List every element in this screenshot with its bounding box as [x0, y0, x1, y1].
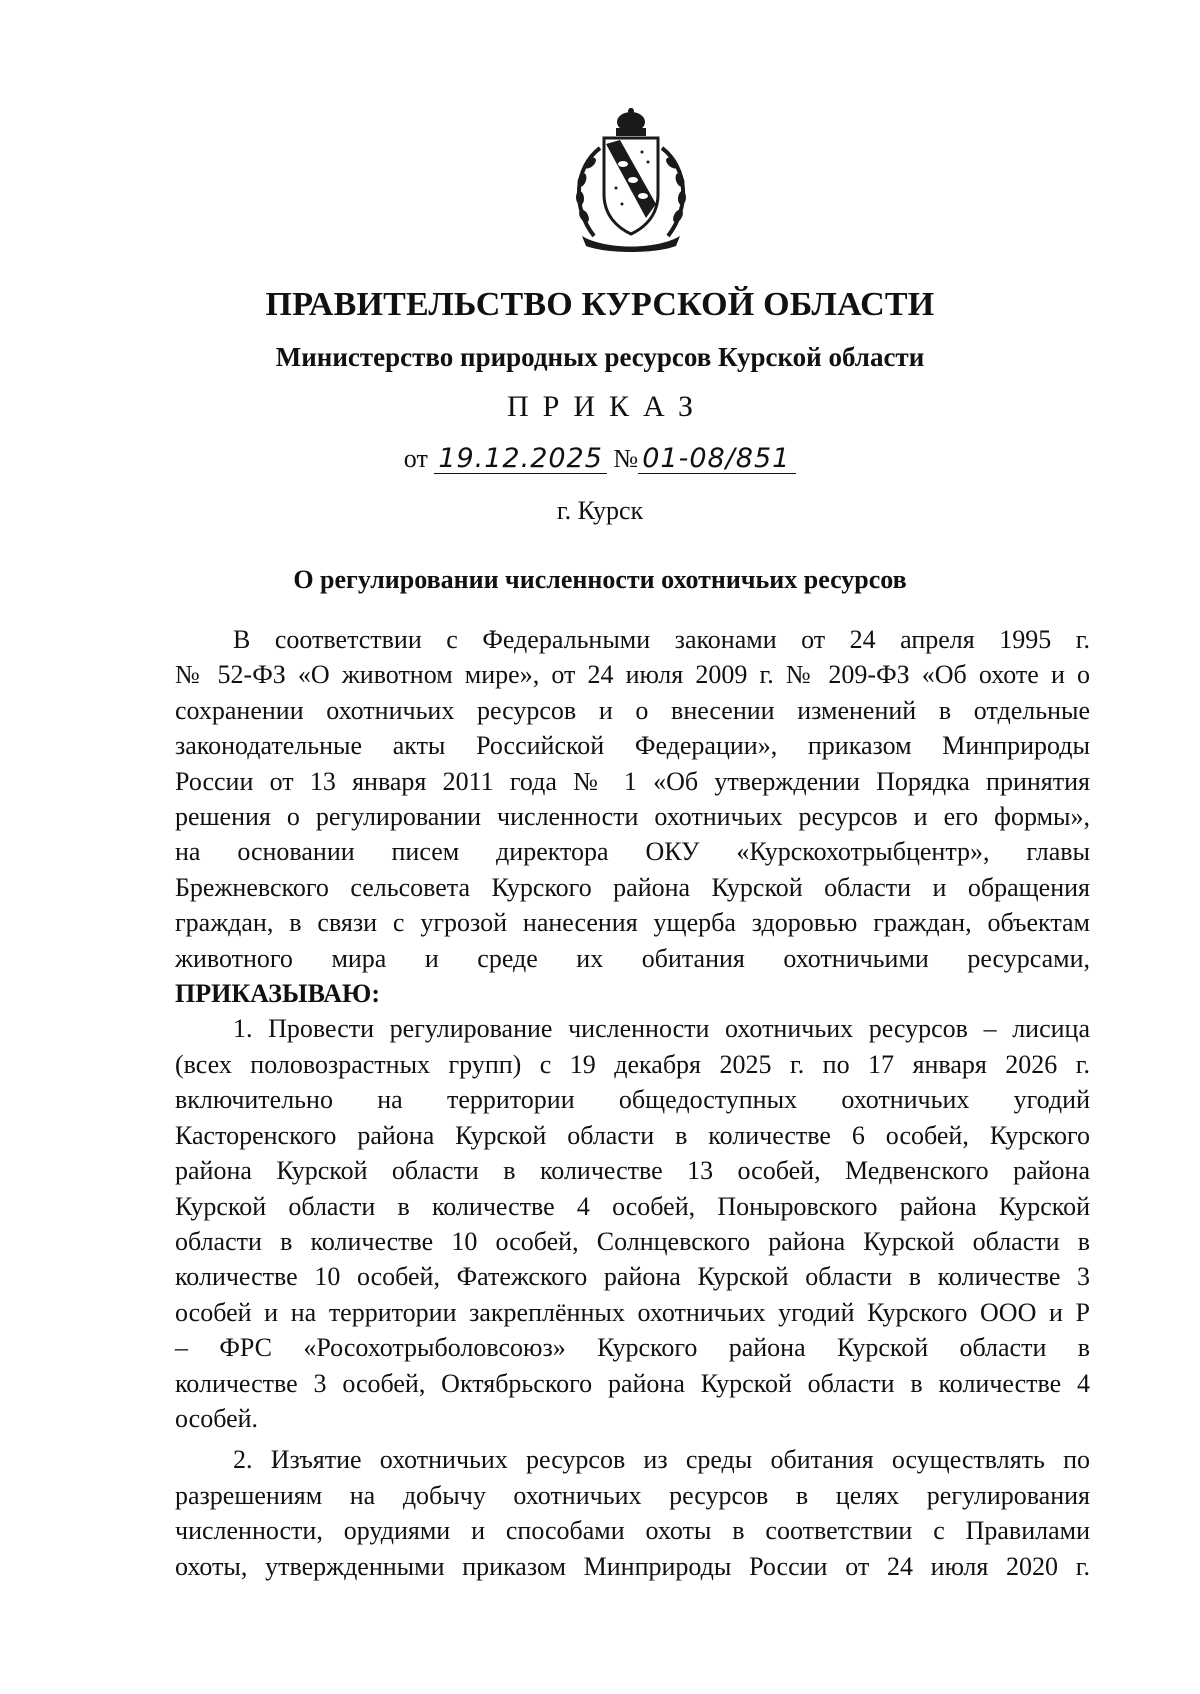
ministry-name: Министерство природных ресурсов Курской области — [275, 342, 925, 372]
item-line: включительно на территории общедоступных охотничьих угодий — [175, 1085, 1090, 1115]
date-number-line — [0, 444, 1200, 474]
item-line: Курской области в количестве 4 особей, Поныровского района Курской — [175, 1191, 1090, 1221]
item-line: охоты, утвержденными приказом Минприроды России от 24 июля 2020 г. — [175, 1551, 1090, 1581]
preamble-line: законодательные акты Российской Федерации», приказом Минприроды — [175, 731, 1090, 761]
preamble-paragraph — [175, 622, 1090, 1011]
document-type: ПРИКАЗ — [507, 390, 707, 423]
coat-of-arms-emblem — [560, 108, 702, 254]
item-line: численности, орудиями и способами охоты в соответствии с Правилами — [175, 1516, 1090, 1546]
document-body — [175, 622, 1090, 1584]
number-prefix: № — [613, 444, 639, 473]
item-1-paragraph — [175, 1011, 1090, 1436]
preamble-line: № 52-ФЗ «О животном мире», от 24 июля 2009 г. № 209-ФЗ «Об охоте и о — [175, 660, 1090, 690]
item-line: – ФРС «Росохотрыболовсоюз» Курского района Курской области в — [175, 1333, 1090, 1363]
date-prefix: от — [403, 444, 428, 473]
item-line: особей. — [175, 1403, 259, 1433]
item-line: 2. Изъятие охотничьих ресурсов из среды обитания осуществлять по — [233, 1445, 1090, 1475]
item-line: особей и на территории закреплённых охотничьих угодий Курского ООО и Р — [175, 1297, 1090, 1327]
item-line: 1. Провести регулирование численности охотничьих ресурсов – лисица — [233, 1014, 1090, 1044]
preamble-line: решения о регулировании численности охотничьих ресурсов и его формы», — [175, 802, 1090, 832]
preamble-line: Брежневского сельсовета Курского района Курской области и обращения — [175, 872, 1090, 902]
item-line: количестве 10 особей, Фатежского района Курской области в количестве 3 — [175, 1262, 1090, 1292]
handwritten-number: 01-08/851 — [638, 445, 796, 474]
preamble-line: на основании писем директора ОКУ «Курскохотрыбцентр», главы — [175, 837, 1090, 867]
item-line: количестве 3 особей, Октябрьского района Курской области в количестве 4 — [175, 1368, 1090, 1398]
preamble-line: животного мира и среде их обитания охотничьими ресурсами, — [175, 943, 1090, 973]
item-line: района Курской области в количестве 13 особей, Медвенского района — [175, 1156, 1090, 1186]
item-2-paragraph — [175, 1442, 1090, 1584]
city: г. Курск — [556, 496, 644, 525]
order-word: ПРИКАЗЫВАЮ: — [175, 979, 380, 1009]
preamble-line: граждан, в связи с угрозой нанесения ущерба здоровью граждан, объектам — [175, 908, 1090, 938]
item-line: разрешениям на добычу охотничьих ресурсов в целях регулирования — [175, 1480, 1090, 1510]
preamble-line: России от 13 января 2011 года № 1 «Об утверждении Порядка принятия — [175, 766, 1090, 796]
item-line: области в количестве 10 особей, Солнцевского района Курской области в — [175, 1226, 1090, 1256]
subject-title: О регулировании численности охотничьих ресурсов — [293, 565, 907, 594]
item-line: Касторенского района Курской области в количестве 6 особей, Курского — [175, 1120, 1090, 1150]
preamble-line: В соответствии с Федеральными законами от 24 апреля 1995 г. — [233, 625, 1090, 654]
preamble-line: сохранении охотничьих ресурсов и о внесении изменений в отдельные — [175, 695, 1090, 725]
item-line: (всех половозрастных групп) с 19 декабря 2025 г. по 17 января 2026 г. — [175, 1049, 1090, 1079]
government-title: ПРАВИТЕЛЬСТВО КУРСКОЙ ОБЛАСТИ — [265, 286, 935, 323]
handwritten-date: 19.12.2025 — [434, 445, 607, 474]
